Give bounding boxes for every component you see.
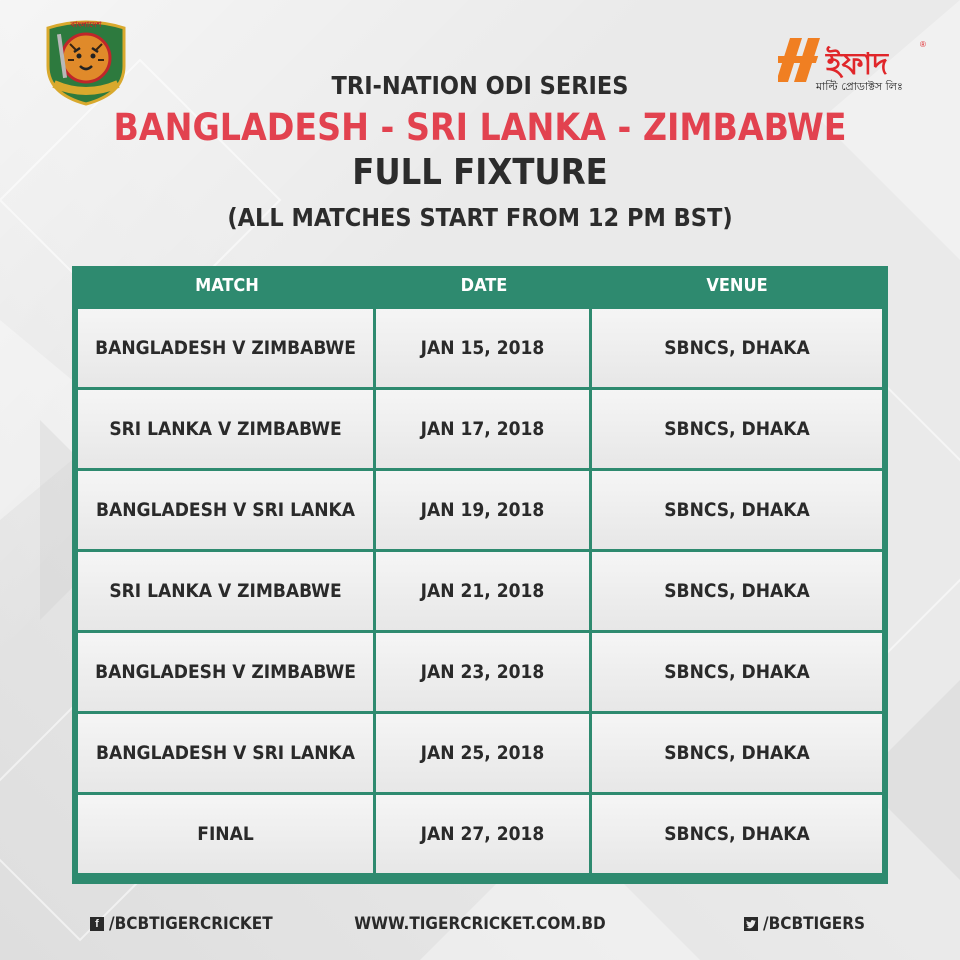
date-cell: JAN 15, 2018 [376, 309, 589, 387]
date-cell: JAN 25, 2018 [376, 714, 589, 792]
date-cell: JAN 19, 2018 [376, 471, 589, 549]
date-cell: JAN 27, 2018 [376, 795, 589, 873]
venue-cell: SBNCS, DHAKA [592, 633, 882, 711]
column-header-date: DATE [460, 275, 508, 296]
table-row [78, 714, 882, 792]
teams-title: BANGLADESH - SRI LANKA - ZIMBABWE [113, 106, 847, 149]
table-row [78, 390, 882, 468]
facebook-handle: /BCBTIGERCRICKET [109, 914, 273, 934]
date-cell: JAN 23, 2018 [376, 633, 589, 711]
series-title: TRI-NATION ODI SERIES [331, 71, 629, 100]
match-cell: BANGLADESH V SRI LANKA [78, 471, 373, 549]
table-header [78, 266, 882, 306]
date-cell: JAN 17, 2018 [376, 390, 589, 468]
twitter-link[interactable] [744, 914, 865, 934]
facebook-icon: f [90, 917, 104, 931]
column-header-venue: VENUE [706, 275, 768, 296]
table-row [78, 552, 882, 630]
match-cell: BANGLADESH V SRI LANKA [78, 714, 373, 792]
registered-mark: ® [920, 40, 926, 49]
match-cell: FINAL [78, 795, 373, 873]
title-block [0, 66, 960, 240]
venue-cell: SBNCS, DHAKA [592, 714, 882, 792]
start-time-note: (ALL MATCHES START FROM 12 PM BST) [227, 203, 733, 232]
table-row [78, 471, 882, 549]
table-row [78, 633, 882, 711]
website-url: WWW.TIGERCRICKET.COM.BD [354, 914, 606, 934]
twitter-handle: /BCBTIGERS [763, 914, 866, 934]
venue-cell: SBNCS, DHAKA [592, 471, 882, 549]
venue-cell: SBNCS, DHAKA [592, 552, 882, 630]
fixture-table [72, 266, 888, 884]
date-cell: JAN 21, 2018 [376, 552, 589, 630]
ifad-subtitle: মাল্টি প্রোডাক্টস লিঃ [816, 80, 903, 93]
venue-cell: SBNCS, DHAKA [592, 390, 882, 468]
match-cell: SRI LANKA V ZIMBABWE [78, 552, 373, 630]
venue-cell: SBNCS, DHAKA [592, 795, 882, 873]
footer [0, 912, 960, 942]
match-cell: SRI LANKA V ZIMBABWE [78, 390, 373, 468]
svg-text:বাংলাদেশ: বাংলাদেশ [70, 20, 102, 29]
venue-cell: SBNCS, DHAKA [592, 309, 882, 387]
ifad-word: ইফাদ [826, 47, 888, 82]
match-cell: BANGLADESH V ZIMBABWE [78, 309, 373, 387]
table-row [78, 795, 882, 873]
table-row [78, 309, 882, 387]
column-header-match: MATCH [195, 275, 259, 296]
twitter-icon [744, 917, 758, 931]
fixture-title: FULL FIXTURE [352, 152, 608, 193]
match-cell: BANGLADESH V ZIMBABWE [78, 633, 373, 711]
